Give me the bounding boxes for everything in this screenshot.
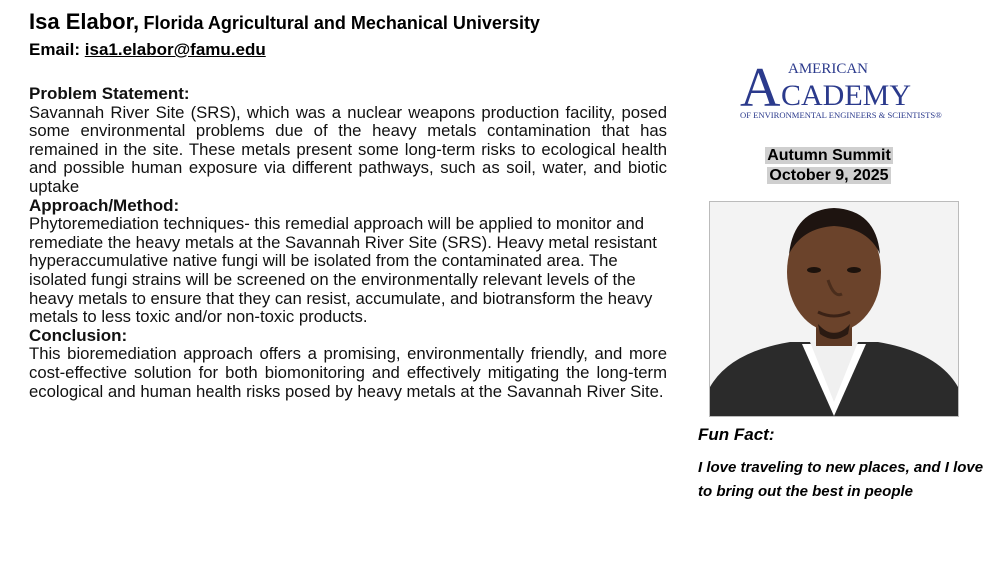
problem-heading: Problem Statement:: [29, 84, 190, 103]
fun-fact-title: Fun Fact:: [698, 425, 775, 444]
logo-line3: OF ENVIRONMENTAL ENGINEERS & SCIENTISTS®: [740, 110, 942, 120]
logo-line1: AMERICAN: [788, 61, 869, 77]
email-label: Email:: [29, 40, 81, 59]
aaees-logo: [738, 58, 963, 122]
abstract-body: [29, 85, 667, 401]
approach-text: Phytoremediation techniques- this remedial approach will be applied to monitor and remediate the heavy metals at the Savannah River Site (SRS). Heavy metal resistant hyperaccumulative native fungi will be isolated from the contaminated area. The isolated fungi strains will be screened on the environmentally relevant levels of the heavy metals to ensure that they can resist, accumulate, and biotransform the heavy metals to less toxic and/or non-toxic products.: [29, 214, 657, 327]
email-line: [29, 40, 266, 60]
conclusion-text: This bioremediation approach offers a promising, environmentally friendly, and more cost-effective solution for both biomonitoring and effectively mitigating the long-term ecological and human health risks posed by heavy metals at the Savannah River Site.: [29, 344, 667, 401]
email-link[interactable]: isa1.elabor@famu.edu: [84, 40, 266, 59]
presenter-affiliation: Florida Agricultural and Mechanical University: [143, 13, 540, 33]
logo-big-letter: A: [740, 58, 781, 119]
presenter-header: [29, 9, 540, 35]
logo-line2: CADEMY: [781, 79, 912, 112]
fun-fact-text: I love traveling to new places, and I love to bring out the best in people: [698, 459, 984, 500]
event-info: [740, 146, 918, 186]
portrait-illustration: [710, 202, 958, 416]
conclusion-heading: Conclusion:: [29, 325, 128, 345]
event-title: Autumn Summit: [767, 147, 891, 164]
problem-text: Savannah River Site (SRS), which was a nuclear weapons production facility, posed some environmental problems due of the heavy metals contamination that has remained in the site. These metals present some long-term risks to ecological health and possible human exposure via different pathways, such as soil, water, and biotic uptake: [29, 102, 667, 196]
event-date: October 9, 2025: [769, 167, 889, 184]
presenter-name: Isa Elabor,: [29, 9, 140, 34]
presenter-photo: [709, 201, 959, 417]
approach-heading: Approach/Method:: [29, 195, 180, 215]
